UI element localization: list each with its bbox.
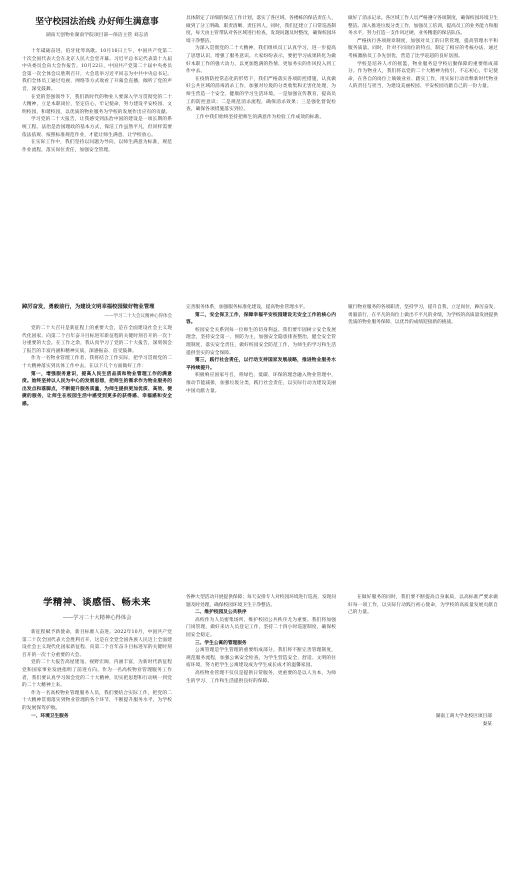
- paragraph: 各种大型活动开展提供保障；每天安排专人对校园环境进行巡查，发现问题及时处理，确保校园环境卫生干净整洁。: [186, 595, 336, 608]
- paragraph: 在党的坚强领导下，我们新时代的物业人要深入学习贯彻党的二十大精神，立足本职岗位，坚定信心，牢记使命，努力建设平安校园、文明校园、和谐校园，以优质的物业服务为学校的发展作出应有的贡献。: [22, 94, 172, 115]
- paragraph: 履行物业服务的各项职责，坚持学习，提升自我，立足岗位，踔厉奋发，勇毅前行，在平凡的岗位上做出不平凡的业绩，为学校的高质量发展提供优质的物业服务保障，以优异的成绩迎接新的挑战。: [348, 305, 498, 326]
- paragraph: 十年砥砺奋进，伯牙抚琴高歌。10月16日上午，中国共产党第二十次全国代表大会在北京人民大会堂开幕。习近平总书记代表第十九届中央委员会向大会作报告。10月22日，中国共产党第二十届中央委员会第一次全体会议胜利召开，大会选举习近平同志为中共中央总书记。我们全体员工通过电视、网络等方式收看了开幕会直播，倾听了党的声音，深受鼓舞。: [22, 49, 172, 92]
- signature-organization: 湖南工商大学北校区项目部: [435, 713, 492, 719]
- paragraph: 在疫情防控常态化的形势下，我们严格落实各项防控措施，认真做好公共区域的消毒消杀工作，加强对垃圾的分类收集和无害化处理，为师生营造一个安全、健康的学习生活环境。一是加强宣传教育，提高员工的防控意识；二是规范消杀流程，确保消杀效果；三是强化督促检查，确保各项措施落实到位。: [186, 76, 336, 113]
- article-3-title: 学精神、谈感悟、畅未来: [43, 597, 151, 608]
- signature-name: 秦某: [482, 721, 492, 727]
- subheading: 一、环境卫生服务: [31, 713, 69, 719]
- paragraph: 学校是培养人才的摇篮，物业服务是学校后勤保障的重要组成部分。作为物业人，我们将以党的二十大精神为指引，不忘初心，牢记使命，在各自的岗位上兢兢业业、踏实工作，用实际行动诠释新时代物业人的责任与担当，为建设美丽校园、平安校园贡献自己的一份力量。: [348, 61, 498, 90]
- article-1-column-3: [348, 0, 498, 299]
- article-1-title: 坚守校园法治线 办好师生满意事: [35, 17, 159, 27]
- paragraph: 积极响应国家号召，将绿色、低碳、环保的理念融入物业管理中，推动节能减排，加强垃圾分类，践行社会责任，以实际行动为建设美丽中国贡献力量。: [186, 373, 336, 394]
- paragraph: 党的二十大报告高屋建瓴、视野宏阔、内涵丰富，为新时代新征程党和国家事业发展指明了前进方向。作为一名高校物业管理服务工作者，我们要认真学习领会党的二十大精神，切实把思想和行动统一到党的二十大精神上来。: [22, 660, 172, 689]
- paragraph: 做好了消杀记录。各区域工作人员严格遵守各项制度，确保校园环境卫生整洁。深入推进垃圾分类工作，加强员工培训，提高员工的业务能力和服务水平，努力打造一支作风过硬、业务精湛的保洁队伍。: [348, 16, 498, 37]
- article-3-column-3: [348, 571, 498, 878]
- article-1-byline: 湖南天创物业湖南学院项目部—保洁主管 刘志清: [45, 33, 149, 38]
- article-2-title: 踔厉奋发，勇毅前行，为建设文明幸福校园做好物业管理: [22, 304, 155, 310]
- highlight-paragraph: 第二，安全保卫工作，保障幸福平安校园建设无安全工作的核心内容。: [186, 312, 336, 326]
- subheading: 二、维护校园及公共秩序: [195, 610, 247, 616]
- paragraph: 校园安全关系到每一位师生的切身利益。我们要牢固树立安全发展理念，坚持安全第一、预防为主，加强安全隐患排查整治，健全安全管理制度，落实安全责任，做好校园安全防范工作，为师生的学习和生活提供坚实的安全保障。: [186, 327, 336, 356]
- article-1: [0, 0, 511, 284]
- paragraph: 公寓管理是学生管理的重要组成部分。我们将不断完善管理制度，规范服务流程，加强公寓安全检查，为学生营造安全、舒适、文明的住宿环境，努力把学生公寓建设成为学生成长成才的温馨家园。: [186, 648, 336, 669]
- article-2-column-1: [22, 286, 172, 570]
- paragraph: 严格执行各项规章制度，加强对员工的日常管理，提高管理水平和服务质量。同时，针对不同岗位的特点，制定了相应的考核办法，通过考核激励员工争先创优，营造了比学赶超的良好氛围。: [348, 38, 498, 59]
- paragraph: 高校作为人员密集场所，维护校园公共秩序尤为重要。我们将加强门岗管理，做好来访人员登记工作，坚持二十四小时巡逻制度，确保校园安全稳定。: [186, 617, 336, 638]
- paragraph: 具体制定了详细的保洁工作计划，落实了各区域、各楼栋的保洁责任人，做到了分工明确、职责清晰、责任到人。同时，我们还建立了日常巡查制度，每天由主管带队对各区域进行检查，发现问题及时整改，确保校园环境干净整洁。: [186, 16, 336, 44]
- article-1-column-2: [186, 0, 336, 299]
- paragraph: 为深入贯彻党的二十大精神，我们组织员工认真学习，进一步提高了思想认识，增强了服务意识。大家纷纷表示，要把学习成果转化为做好本职工作的强大动力，以更加饱满的热情、更加务实的作风投入到工作中去。: [186, 46, 336, 75]
- article-3-column-1: [22, 571, 172, 855]
- highlight-paragraph: 第一，增强服务意识，提高人民生活品质和物业管理工作的满意度。始终坚持以人民为中心的发展思想，把师生的需求作为物业服务的出发点和落脚点，不断提升服务质量，为师生提供更加优质、高效、便捷的服务，让师生在校园生活中感受到更多的获得感、幸福感和安全感。: [22, 371, 172, 407]
- paragraph: 学习党的二十大报告，让我感受到法治中国的建设是一项长期的系统工程。法治是治国理政的基本方式，保洁工作虽然平凡，但同样需要依法依规、按照标准规范作业，才能让师生满意、让学校放心。: [22, 117, 172, 138]
- paragraph: 党的二十大召开是新征程上的重要大会，是在全面建设社会主义现代化国家、向第二个百年奋斗目标进军新征程的关键时刻召开的一次十分重要的大会。在工作之余，我认真学习了党的二十大报告，深刻领会了报告的丰富内涵和精神实质，深感振奋、倍受鼓舞。: [22, 326, 172, 354]
- article-2: [0, 286, 511, 570]
- article-3-subtitle: ——学习二十大精神心得体会: [62, 615, 132, 621]
- article-3: [0, 571, 511, 855]
- paragraph: 在做好服务的同时，我们要不断提高自身素质，以高标准严要求做好每一项工作，以实际行动践行初心使命，为学校的高质量发展贡献自己的力量。: [348, 595, 498, 616]
- article-2-column-2: [186, 286, 336, 588]
- paragraph: 在实际工作中，我们坚持以问题为导向，以师生满意为标准，规范作业流程，落实岗位责任，加强安全管理。: [22, 140, 172, 153]
- article-2-byline: ——学习二十大会议精神心得体会: [104, 314, 172, 319]
- paragraph: 工作中我们始终坚持把师生的满意作为检验工作成效的标准。: [195, 114, 325, 120]
- article-3-column-2: [186, 571, 336, 878]
- paragraph: 高校物业管理不仅仅是提供日常服务，更重要的是以人为本，为师生的学习、工作和生活提供良好的保障。: [186, 670, 336, 684]
- paragraph: 完善服务体系，加强服务标准化建设，提高物业管理水平。: [186, 305, 308, 310]
- paragraph: 作为一名高校物业管理服务人员，我们要结合实际工作，把党的二十大精神贯彻落实到物业管理的各个环节，不断提升服务水平，为学校的发展保驾护航。: [22, 690, 172, 711]
- subheading: 三、学生公寓的管理服务: [195, 640, 247, 646]
- article-1-column-1: [22, 0, 172, 284]
- article-2-column-3: [348, 286, 498, 588]
- paragraph: 作为一名物业管理工作者，我将结合工作实际，把学习贯彻党的二十大精神落实到具体工作中去，在以下几个方面做好工作：: [22, 356, 172, 369]
- paragraph: 新征程赋予新使命，新目标催人奋进。2022年10月，中国共产党第二十次全国代表大会胜利召开，这是在全党全国各族人民迈上全面建设社会主义现代化国家新征程、向第二个百年奋斗目标进军的关键时刻召开的一次十分重要的大会。: [22, 630, 172, 658]
- highlight-paragraph: 第三，践行社会责任，以行动支持国家发展战略，推进物业服务水平持续提升。: [186, 358, 336, 371]
